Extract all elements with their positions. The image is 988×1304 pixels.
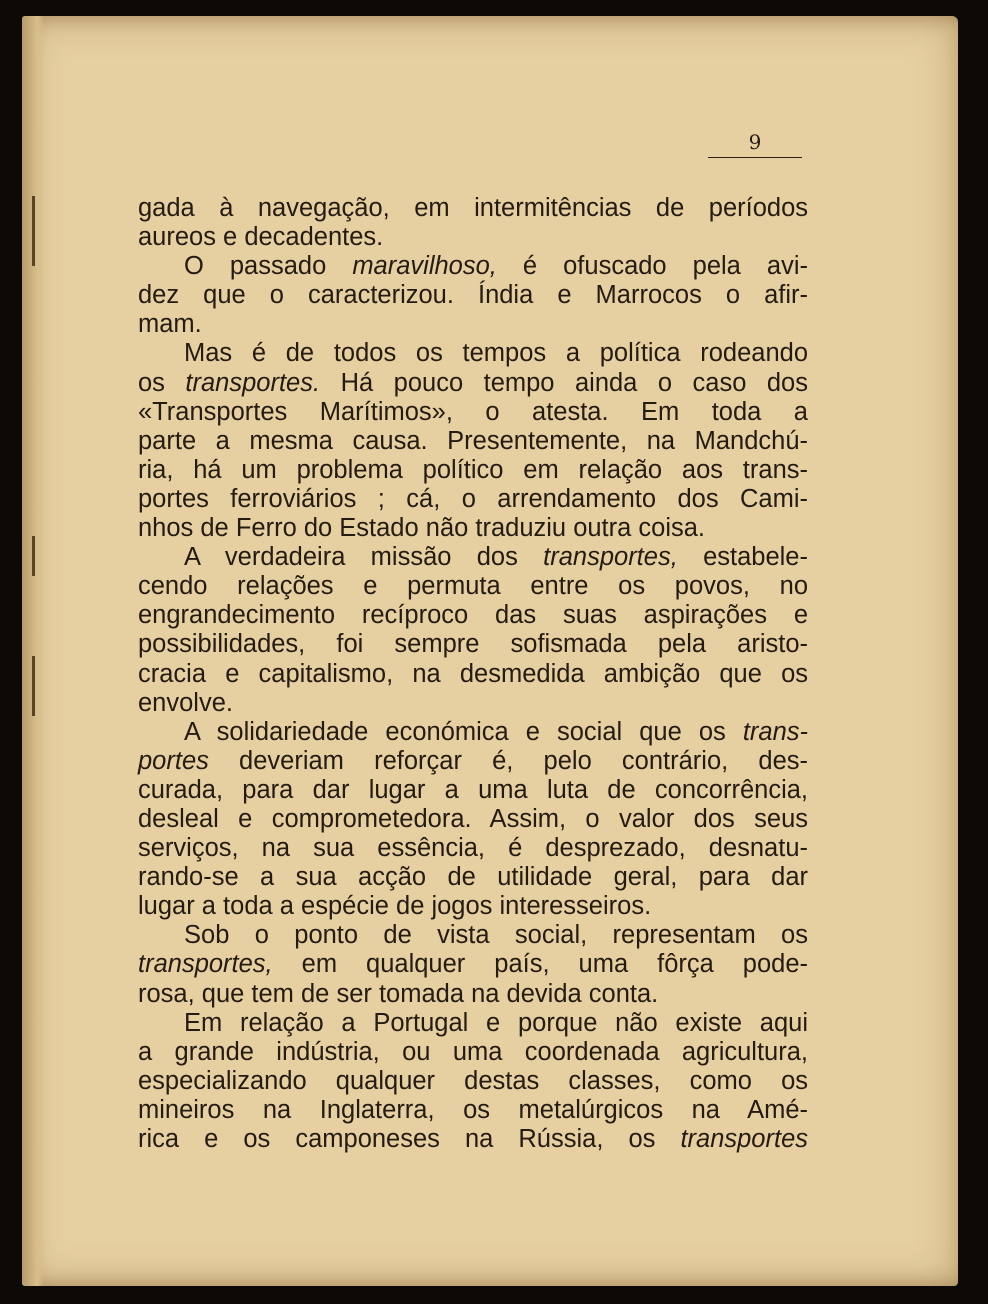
- line-text: rando-se a sua acção de utilidade geral, para dar: [138, 863, 808, 892]
- body-text: [138, 194, 808, 1154]
- line-text: aureos e decadentes.: [138, 223, 384, 252]
- line-text: estabele-: [677, 543, 808, 572]
- line-text: Há pouco tempo ainda o caso dos: [320, 368, 808, 397]
- line-text: O passado: [184, 252, 353, 281]
- line-text: lugar a toda a espécie de jogos interesseiros.: [138, 892, 652, 921]
- line-text: ria, há um problema político em relação aos trans-: [138, 455, 808, 484]
- italic-term: maravilhoso,: [352, 252, 497, 281]
- spine-mark: [32, 536, 35, 576]
- text-line: [138, 456, 808, 485]
- text-line: [138, 1125, 808, 1154]
- text-line: [138, 514, 808, 543]
- line-text: mam.: [138, 310, 202, 339]
- text-line: [138, 369, 808, 398]
- text-line: [138, 1038, 808, 1067]
- text-line: [138, 194, 808, 223]
- line-text: cracia e capitalismo, na desmedida ambição que os: [138, 659, 808, 688]
- italic-term: transportes,: [138, 950, 273, 979]
- text-line: [138, 863, 808, 892]
- italic-term: transportes,: [543, 543, 678, 572]
- line-text: desleal e comprometedora. Assim, o valor dos seus: [138, 804, 808, 833]
- line-text: os: [138, 368, 186, 397]
- text-line: [138, 339, 808, 368]
- italic-term: trans-: [742, 717, 808, 746]
- line-text: Mas é de todos os tempos a política rodeando: [184, 339, 808, 368]
- line-text: cendo relações e permuta entre os povos, no: [138, 572, 808, 601]
- text-line: [138, 223, 808, 252]
- text-line: [138, 630, 808, 659]
- page-number: 9: [748, 130, 762, 154]
- line-text: portes ferroviários ; cá, o arrendamento dos Cami-: [138, 484, 808, 513]
- text-line: [138, 543, 808, 572]
- text-line: [138, 485, 808, 514]
- line-text: rica e os camponeses na Rússia, os: [138, 1125, 681, 1153]
- line-text: envolve.: [138, 688, 233, 717]
- text-line: [138, 660, 808, 689]
- line-text: é ofuscado pela avi-: [496, 252, 808, 281]
- text-line: [138, 834, 808, 863]
- line-text: nhos de Ferro do Estado não traduziu outra coisa.: [138, 514, 706, 543]
- text-line: [138, 921, 808, 950]
- line-text: Em relação a Portugal e porque não existe aqui: [184, 1008, 808, 1037]
- text-line: [138, 572, 808, 601]
- page-number-header: [708, 130, 802, 158]
- text-line: [138, 281, 808, 310]
- italic-term: transportes.: [185, 368, 321, 397]
- text-line: [138, 252, 808, 281]
- text-line: [138, 601, 808, 630]
- text-line: [138, 892, 808, 921]
- line-text: A solidariedade económica e social que os: [184, 717, 743, 746]
- line-text: dez que o caracterizou. Índia e Marrocos o afir-: [138, 281, 808, 310]
- spine-mark: [32, 196, 35, 266]
- line-text: rosa, que tem de ser tomada na devida conta.: [138, 979, 659, 1008]
- text-line: [138, 776, 808, 805]
- line-text: Sob o ponto de vista social, representam os: [184, 921, 808, 950]
- text-line: [138, 980, 808, 1009]
- text-line: [138, 310, 808, 339]
- line-text: «Transportes Marítimos», o atesta. Em toda a: [138, 397, 808, 426]
- text-line: [138, 805, 808, 834]
- text-line: [138, 950, 808, 979]
- text-line: [138, 1009, 808, 1038]
- book-page: [22, 16, 958, 1286]
- line-text: em qualquer país, uma fôrça pode-: [272, 950, 808, 979]
- line-text: gada à navegação, em intermitências de períodos: [138, 194, 808, 222]
- line-text: mineiros na Inglaterra, os metalúrgicos na Amé-: [138, 1095, 808, 1124]
- text-line: [138, 427, 808, 456]
- line-text: especializando qualquer destas classes, como os: [138, 1066, 808, 1095]
- line-text: curada, para dar lugar a uma luta de concorrência,: [138, 775, 808, 804]
- line-text: serviços, na sua essência, é desprezado, desnatu-: [138, 834, 808, 863]
- line-text: parte a mesma causa. Presentemente, na Mandchú-: [138, 426, 808, 455]
- text-line: [138, 1096, 808, 1125]
- italic-term: portes: [138, 746, 209, 775]
- line-text: A verdadeira missão dos: [184, 543, 544, 572]
- text-line: [138, 398, 808, 427]
- spine-mark: [32, 656, 35, 716]
- italic-term: transportes: [680, 1125, 808, 1153]
- line-text: deveriam reforçar é, pelo contrário, des-: [208, 746, 808, 775]
- line-text: possibilidades, foi sempre sofismada pela aristo-: [138, 630, 808, 659]
- text-line: [138, 689, 808, 718]
- text-line: [138, 1067, 808, 1096]
- text-line: [138, 747, 808, 776]
- line-text: engrandecimento recíproco das suas aspirações e: [138, 601, 808, 630]
- line-text: a grande indústria, ou uma coordenada agricultura,: [138, 1037, 808, 1066]
- text-line: [138, 718, 808, 747]
